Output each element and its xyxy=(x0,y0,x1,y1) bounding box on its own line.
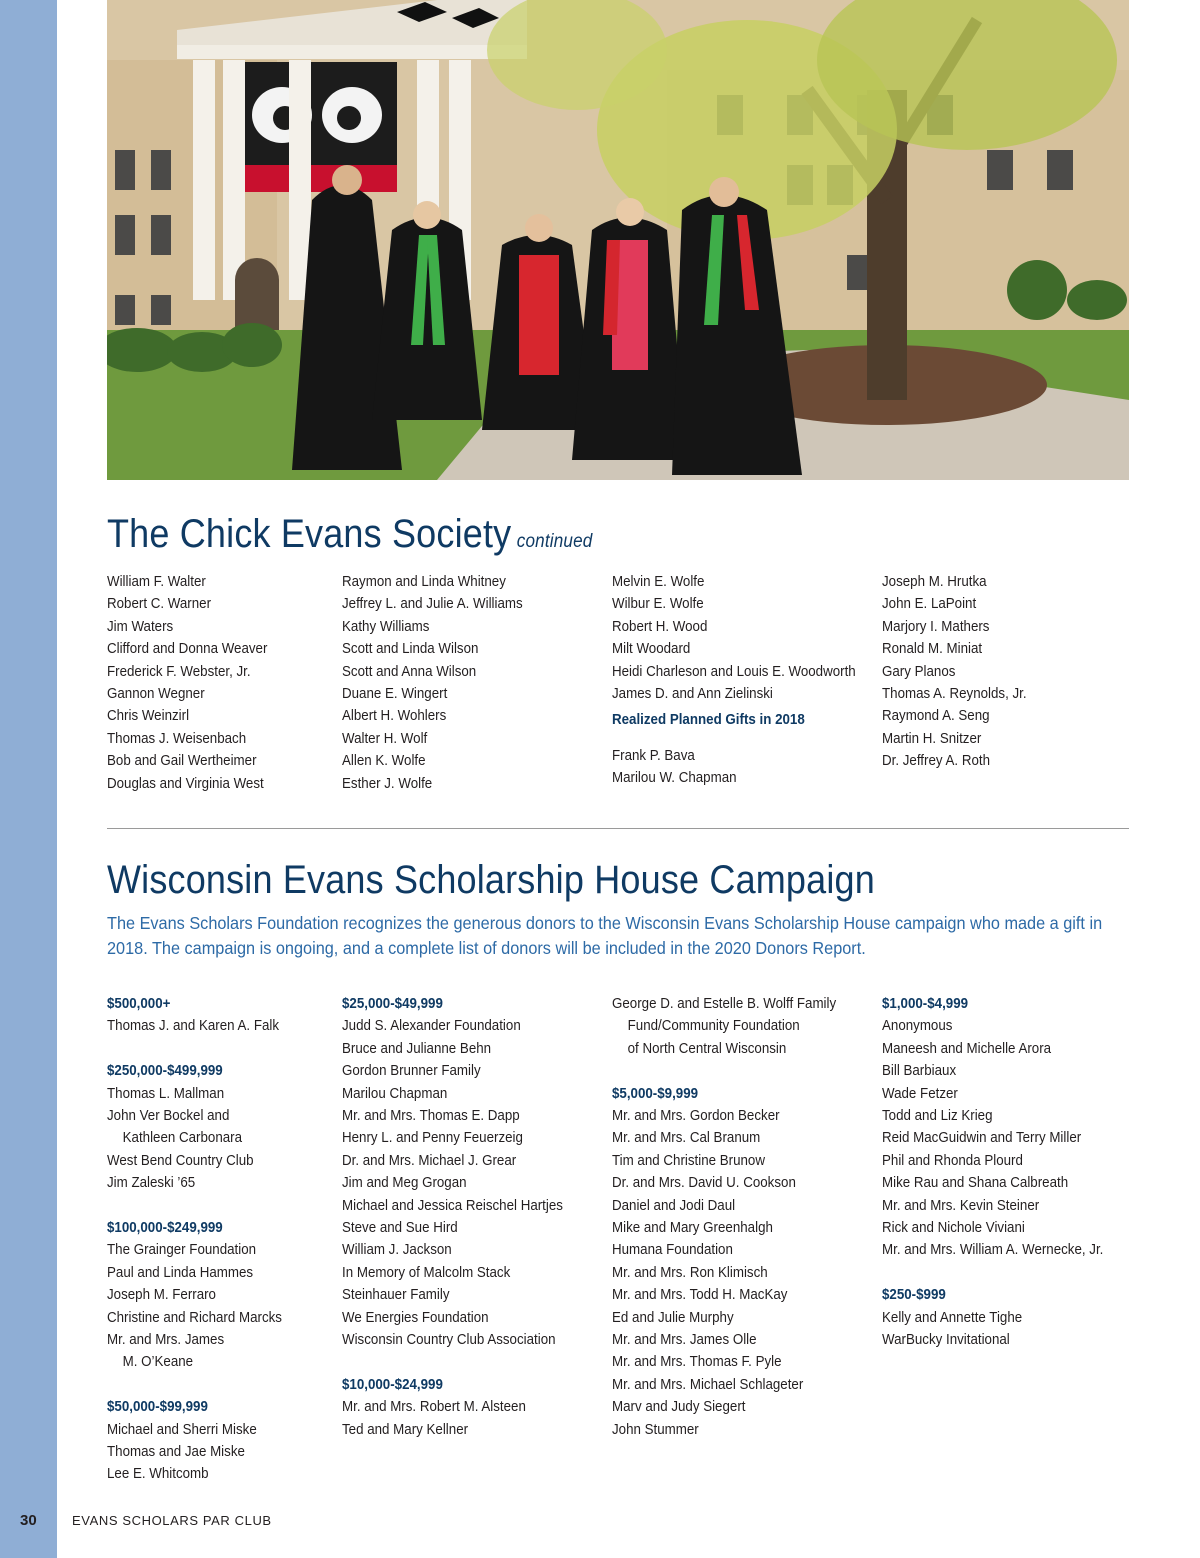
donor-name: Bill Barbiaux xyxy=(882,1063,957,1080)
campaign-title: Wisconsin Evans Scholarship House Campaign xyxy=(107,858,875,902)
society-title: The Chick Evans Society continued xyxy=(107,512,593,556)
donor-name: Gordon Brunner Family xyxy=(342,1063,481,1080)
gift-level-heading: $100,000-$249,999 xyxy=(107,1220,223,1237)
donor-name: Thomas J. Weisenbach xyxy=(107,730,247,747)
donor-name: Scott and Anna Wilson xyxy=(342,663,477,680)
donor-name: Reid MacGuidwin and Terry Miller xyxy=(882,1130,1082,1147)
donor-name: William J. Jackson xyxy=(342,1242,452,1259)
campaign-column-3 xyxy=(612,993,856,1441)
donor-name: Clifford and Donna Weaver xyxy=(107,641,268,658)
donor-name: Bruce and Julianne Behn xyxy=(342,1040,492,1057)
donor-name: Frank P. Bava xyxy=(612,747,695,764)
donor-name: Michael and Sherri Miske xyxy=(107,1421,257,1438)
spacer xyxy=(107,1374,282,1396)
donor-name: Allen K. Wolfe xyxy=(342,753,426,770)
donor-name: WarBucky Invitational xyxy=(882,1332,1010,1349)
campaign-column-1 xyxy=(107,993,297,1486)
donor-name: Douglas and Virginia West xyxy=(107,775,264,792)
donor-name: Robert C. Warner xyxy=(107,596,212,613)
donor-name: Thomas J. and Karen A. Falk xyxy=(107,1018,280,1035)
gift-level-heading: $50,000-$99,999 xyxy=(107,1399,208,1416)
donor-name: Mike Rau and Shana Calbreath xyxy=(882,1175,1069,1192)
donor-name: Thomas and Jae Miske xyxy=(107,1444,245,1461)
donor-name: Paul and Linda Hammes xyxy=(107,1264,254,1281)
donor-name: Esther J. Wolfe xyxy=(342,775,433,792)
donor-name: Heidi Charleson and Louis E. Woodworth xyxy=(612,663,856,680)
donor-name: Christine and Richard Marcks xyxy=(107,1309,282,1326)
gift-level-heading: $10,000-$24,999 xyxy=(342,1376,443,1393)
donor-name: of North Central Wisconsin xyxy=(627,1040,787,1057)
section-divider xyxy=(107,828,1129,829)
donor-name: Tim and Christine Brunow xyxy=(612,1152,765,1169)
donor-name: Mr. and Mrs. Thomas E. Dapp xyxy=(342,1108,520,1125)
donor-name: Robert H. Wood xyxy=(612,618,708,635)
spacer xyxy=(342,1352,563,1374)
donor-name: Wilbur E. Wolfe xyxy=(612,596,704,613)
donor-name: Mr. and Mrs. James xyxy=(107,1332,225,1349)
spacer xyxy=(882,1262,1103,1284)
donor-name: Daniel and Jodi Daul xyxy=(612,1197,736,1214)
donor-name: Wisconsin Country Club Association xyxy=(342,1332,556,1349)
donor-name: James D. and Ann Zielinski xyxy=(612,686,773,703)
donor-name: Maneesh and Michelle Arora xyxy=(882,1040,1052,1057)
society-column-3 xyxy=(612,571,877,790)
continued-label: continued xyxy=(516,531,593,552)
donor-name: Mr. and Mrs. Gordon Becker xyxy=(612,1108,780,1125)
donor-name: Jim Waters xyxy=(107,618,174,635)
donor-name: Dr. and Mrs. Michael J. Grear xyxy=(342,1152,517,1169)
donor-name: Marv and Judy Siegert xyxy=(612,1399,746,1416)
donor-name: Ed and Julie Murphy xyxy=(612,1309,734,1326)
donor-name: Mr. and Mrs. Thomas F. Pyle xyxy=(612,1354,782,1371)
donor-name: Marilou Chapman xyxy=(342,1085,448,1102)
donor-name: Phil and Rhonda Plourd xyxy=(882,1152,1023,1169)
donor-name: Mr. and Mrs. Kevin Steiner xyxy=(882,1197,1040,1214)
donor-name: Frederick F. Webster, Jr. xyxy=(107,663,251,680)
donor-name: Mr. and Mrs. Cal Branum xyxy=(612,1130,761,1147)
donor-name: Mr. and Mrs. Michael Schlageter xyxy=(612,1376,804,1393)
donor-name: Michael and Jessica Reischel Hartjes xyxy=(342,1197,563,1214)
donor-name: Dr. Jeffrey A. Roth xyxy=(882,753,991,770)
donor-name: Judd S. Alexander Foundation xyxy=(342,1018,521,1035)
spacer xyxy=(612,1060,836,1082)
donor-name: William F. Walter xyxy=(107,574,206,590)
donor-name: George D. and Estelle B. Wolff Family xyxy=(612,996,837,1012)
donor-name: Steve and Sue Hird xyxy=(342,1220,458,1237)
campaign-column-2 xyxy=(342,993,582,1441)
donor-name: West Bend Country Club xyxy=(107,1152,254,1169)
donor-name: Albert H. Wohlers xyxy=(342,708,447,725)
donor-name: Henry L. and Penny Feuerzeig xyxy=(342,1130,523,1147)
donor-name: Ted and Mary Kellner xyxy=(342,1421,469,1438)
society-column-1 xyxy=(107,571,281,795)
gift-level-heading: $500,000+ xyxy=(107,996,171,1012)
footer-label: EVANS SCHOLARS PAR CLUB xyxy=(72,1513,272,1528)
donor-name: Kathleen Carbonara xyxy=(122,1130,243,1147)
donor-name: Steinhauer Family xyxy=(342,1287,450,1304)
donor-name: Anonymous xyxy=(882,1018,953,1035)
gift-level-heading: $250-$999 xyxy=(882,1287,946,1304)
donor-name: Wade Fetzer xyxy=(882,1085,958,1102)
donor-name: Mr. and Mrs. Ron Klimisch xyxy=(612,1264,768,1281)
donor-name: Raymon and Linda Whitney xyxy=(342,574,506,590)
donor-name: Kelly and Annette Tighe xyxy=(882,1309,1023,1326)
donor-name: Todd and Liz Krieg xyxy=(882,1108,993,1125)
donor-name: Mr. and Mrs. Todd H. MacKay xyxy=(612,1287,788,1304)
donor-name: M. O’Keane xyxy=(122,1354,194,1371)
donor-name: Humana Foundation xyxy=(612,1242,733,1259)
donor-name: Thomas L. Mallman xyxy=(107,1085,225,1102)
donor-name: Marilou W. Chapman xyxy=(612,770,737,787)
donor-name: We Energies Foundation xyxy=(342,1309,489,1326)
donor-name: John E. LaPoint xyxy=(882,596,977,613)
donor-name: Lee E. Whitcomb xyxy=(107,1466,209,1483)
donor-name: Jim Zaleski ’65 xyxy=(107,1175,196,1192)
campaign-intro: The Evans Scholars Foundation recognizes the generous donors to the Wisconsin Evans Scholarship House campaign who made a gift in 2018. The campaign is ongoing, and a complete list of donors will be included in the 2020 Donors Report. xyxy=(107,913,1103,958)
gift-level-heading: $25,000-$49,999 xyxy=(342,996,443,1012)
donor-name: Dr. and Mrs. David U. Cookson xyxy=(612,1175,796,1192)
donor-name: Kathy Williams xyxy=(342,618,430,635)
gift-level-heading: $1,000-$4,999 xyxy=(882,996,969,1012)
spacer xyxy=(107,1195,282,1217)
donor-name: Thomas A. Reynolds, Jr. xyxy=(882,686,1027,703)
donor-name: Fund/Community Foundation xyxy=(627,1018,800,1035)
donor-name: The Grainger Foundation xyxy=(107,1242,257,1259)
donor-name: Raymond A. Seng xyxy=(882,708,990,725)
society-column-4 xyxy=(882,571,1039,773)
donor-name: John Stummer xyxy=(612,1421,699,1438)
donor-name: Bob and Gail Wertheimer xyxy=(107,753,257,770)
donor-name: Mike and Mary Greenhalgh xyxy=(612,1220,773,1237)
donor-name: Duane E. Wingert xyxy=(342,686,448,703)
donor-name: Joseph M. Ferraro xyxy=(107,1287,216,1304)
donor-name: Melvin E. Wolfe xyxy=(612,574,705,590)
donor-name: Walter H. Wolf xyxy=(342,730,428,747)
donor-name: Gannon Wegner xyxy=(107,686,205,703)
gift-level-heading: $250,000-$499,999 xyxy=(107,1063,223,1080)
gift-level-heading: $5,000-$9,999 xyxy=(612,1085,699,1102)
donor-name: Chris Weinzirl xyxy=(107,708,190,725)
side-color-bar xyxy=(0,0,57,1558)
page-number: 30 xyxy=(20,1512,37,1529)
donor-name: Mr. and Mrs. William A. Wernecke, Jr. xyxy=(882,1242,1104,1259)
donor-name: Martin H. Snitzer xyxy=(882,730,982,747)
donor-name: Marjory I. Mathers xyxy=(882,618,990,635)
donor-name: Mr. and Mrs. Robert M. Alsteen xyxy=(342,1399,526,1416)
donor-name: John Ver Bockel and xyxy=(107,1108,230,1125)
campaign-column-4 xyxy=(882,993,1123,1351)
donor-name: Jim and Meg Grogan xyxy=(342,1175,467,1192)
society-column-2 xyxy=(342,571,538,795)
donor-name: Milt Woodard xyxy=(612,641,691,658)
donor-name: Scott and Linda Wilson xyxy=(342,641,479,658)
spacer xyxy=(107,1038,282,1060)
planned-gifts-heading: Realized Planned Gifts in 2018 xyxy=(612,712,805,729)
donor-name: Ronald M. Miniat xyxy=(882,641,983,658)
donor-name: Joseph M. Hrutka xyxy=(882,574,987,590)
donor-name: In Memory of Malcolm Stack xyxy=(342,1264,511,1281)
donor-name: Mr. and Mrs. James Olle xyxy=(612,1332,757,1349)
donor-name: Rick and Nichole Viviani xyxy=(882,1220,1025,1237)
graduation-photo xyxy=(107,0,1129,480)
donor-name: Gary Planos xyxy=(882,663,956,680)
donor-name: Jeffrey L. and Julie A. Williams xyxy=(342,596,523,613)
